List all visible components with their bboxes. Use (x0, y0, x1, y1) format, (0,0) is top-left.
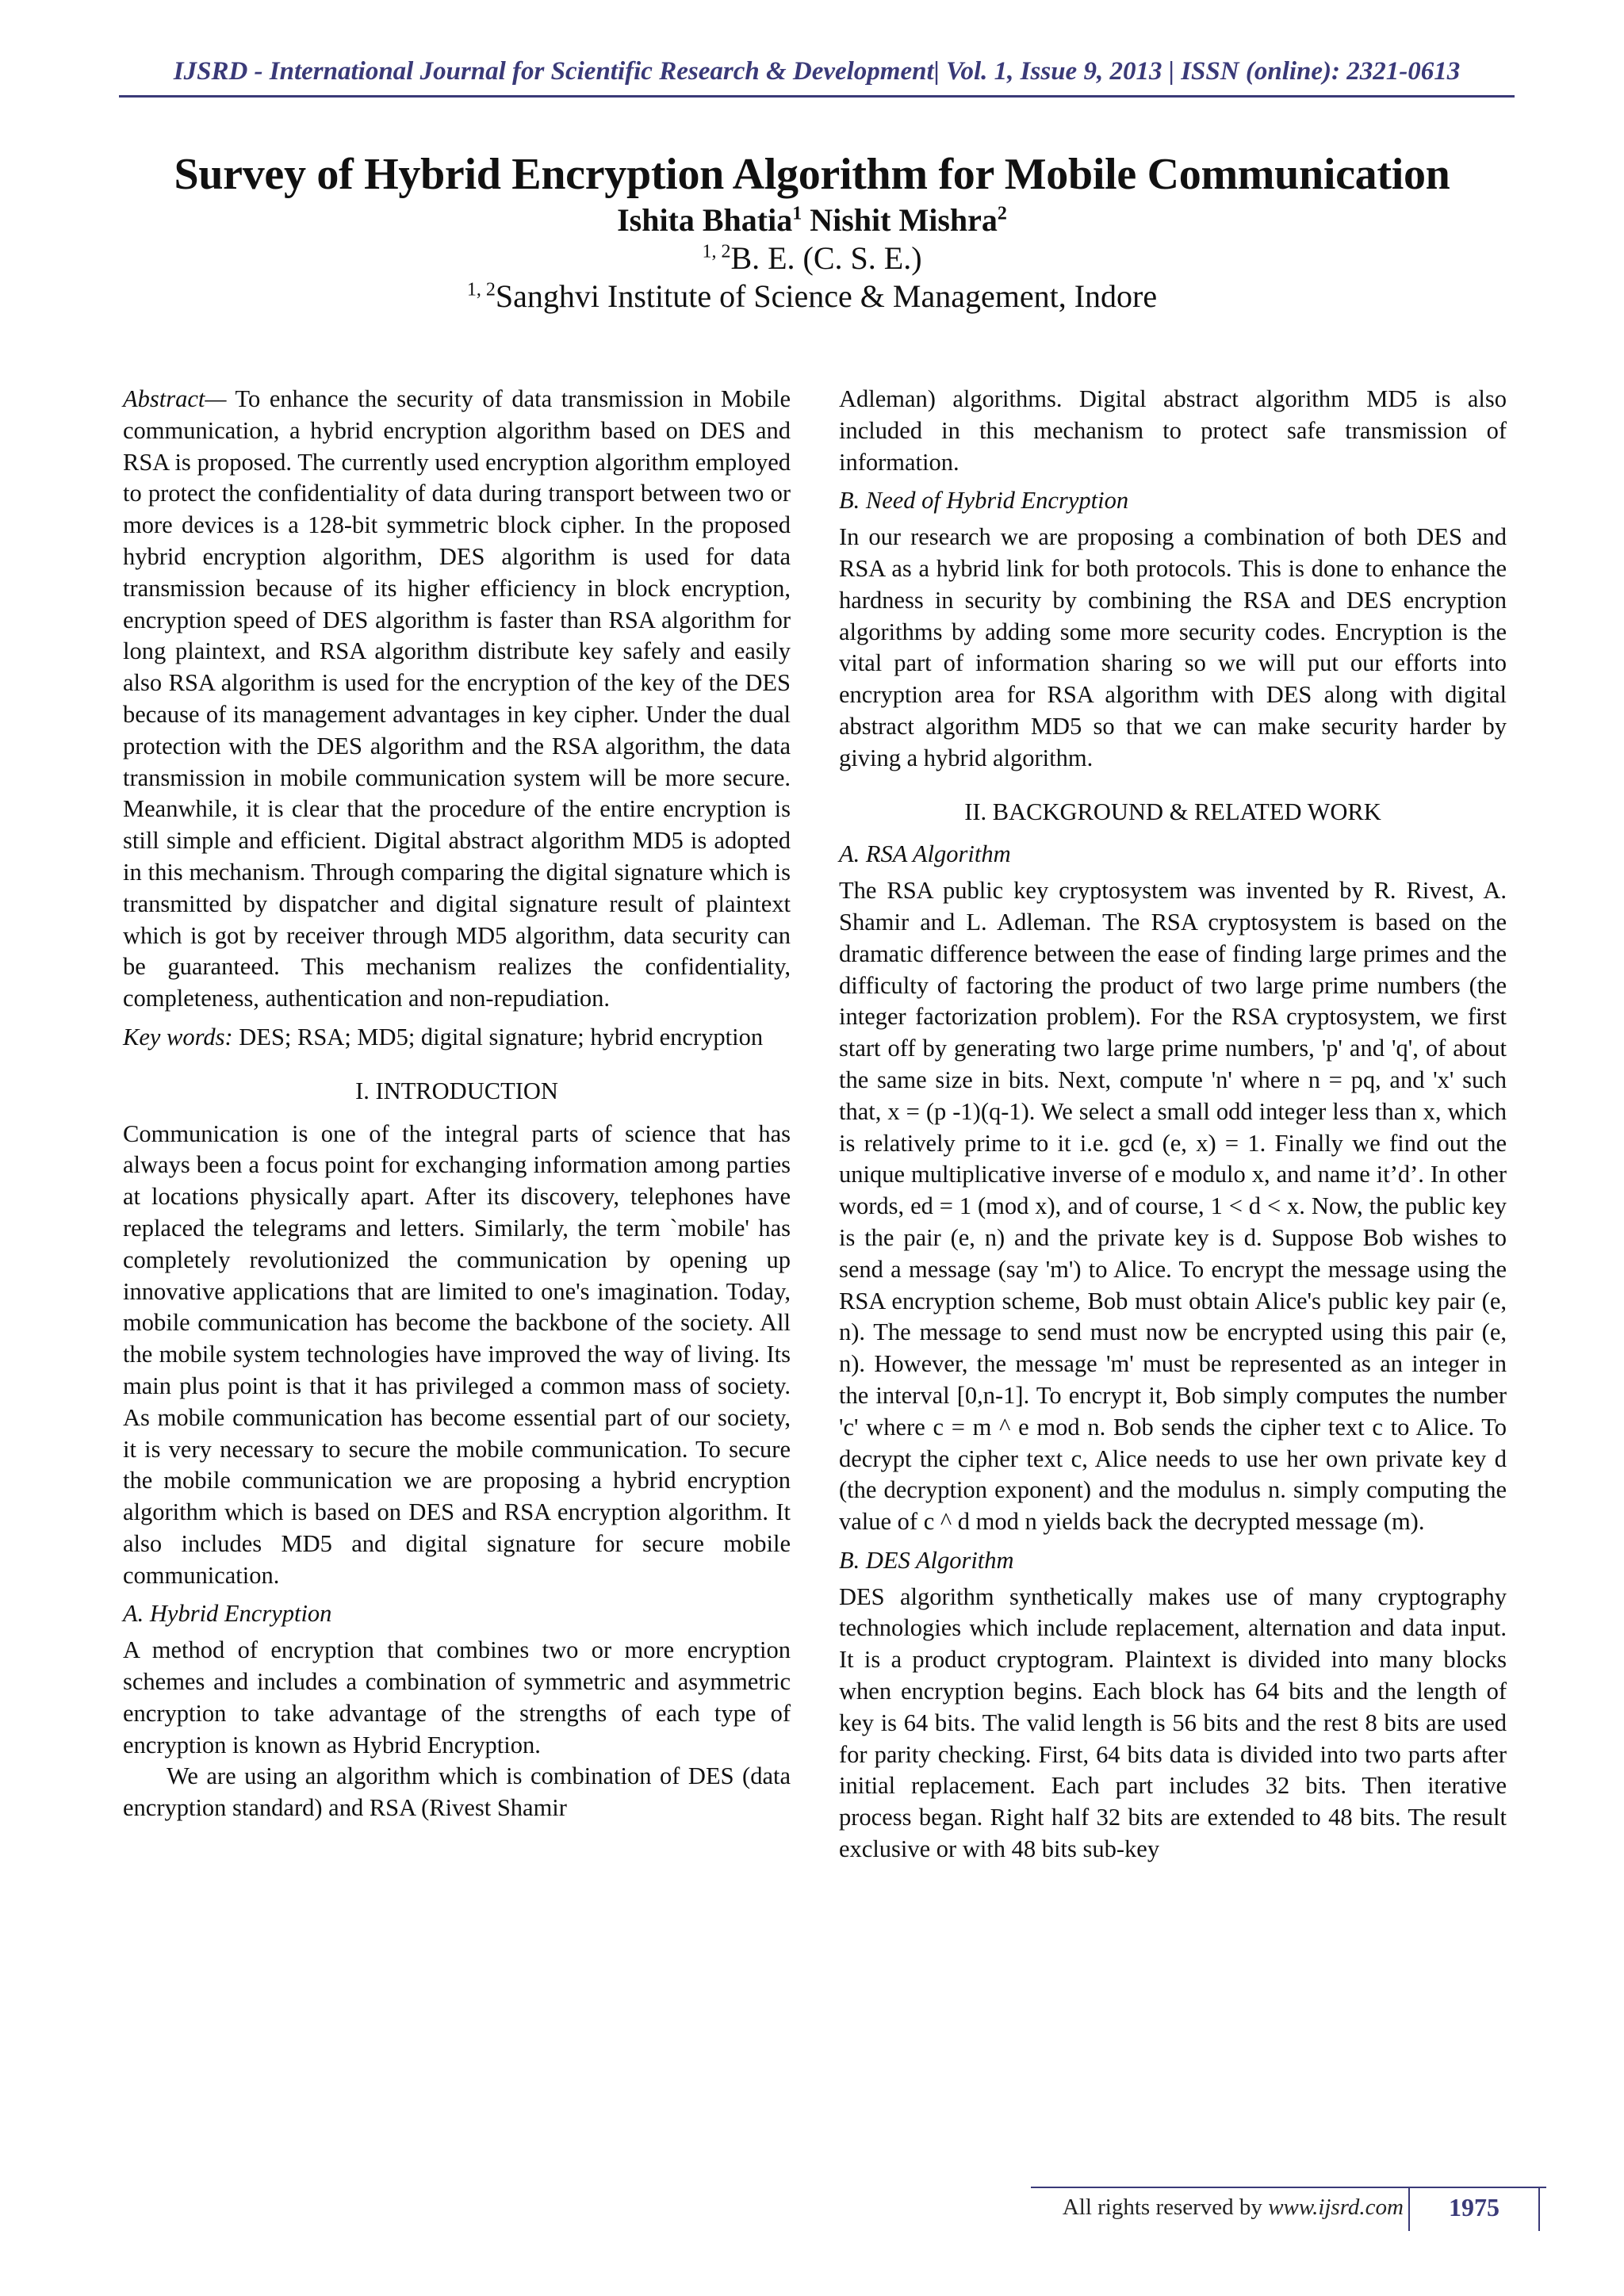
affiliation-degree-sup: 1, 2 (702, 241, 731, 262)
right-column (839, 384, 1507, 1873)
footer-separator-right (1538, 2187, 1540, 2231)
rsa-paragraph: The RSA public key cryptosystem was invented by R. Rivest, A. Shamir and L. Adleman. The RSA cryptosystem is based on the dramatic difference between the ease of finding large primes and the difficulty of factoring the product of two large prime numbers (the integer factorization problem). For the RSA cryptosystem, we first start off by generating two large prime numbers, 'p' and 'q', of about the same size in bits. Next, compute 'n' where n = pq, and 'x' such that, x = (p -1)(q-1). We select a small odd integer less than x, which is relatively prime to it i.e. gcd (e, x) = 1. Finally we find out the unique multiplicative inverse of e modulo x, and name it’d’. In other words, ed = 1 (mod x), and of course, 1 < d < x. Now, the public key is the pair (e, n) and the private key is d. Suppose Bob wishes to send a message (say 'm') to Alice. To encrypt the message using the RSA encryption scheme, Bob must obtain Alice's public key pair (e, n). The message to send must now be encrypted using this pair (e, n). However, the message 'm' must be represented as an integer in the interval [0,n-1]. To encrypt it, Bob simply computes the number 'c' where c = m ^ e mod n. Bob sends the cipher text c to Alice. To decrypt the cipher text c, Alice needs to use her own private key d (the decryption exponent) and the modulus n. simply computing the value of c ^ d mod n yields back the decrypted message (m). (839, 877, 1507, 1536)
degree-text: B. E. (C. S. E.) (730, 240, 922, 276)
abstract-paragraph (123, 384, 791, 1015)
left-column (123, 384, 791, 1831)
author-2-sup: 2 (997, 203, 1007, 224)
intro-paragraph: Communication is one of the integral parts of science that has always been a focus point for exchanging information among parties at locations physically apart. After its discovery, telephones have replaced the telegrams and letters. Similarly, the term `mobile' has completely revolutionized the communication by opening up innovative applications that are limited to one's imagination. Today, mobile communication has become the backbone of the society. All the mobile system technologies have improved the way of living. Its main plus point is that it has privileged a common mass of society. As mobile communication has become essential part of our society, it is very necessary to secure the mobile communication. To secure the mobile communication we are proposing a hybrid encryption algorithm which is based on DES and RSA encryption algorithm. It also includes MD5 and digital signature for secure mobile communication. (123, 1119, 791, 1589)
rsa-heading: A. RSA Algorithm (839, 840, 1011, 868)
hybrid-paragraph-2: We are using an algorithm which is combination of DES (data encryption standard) and RSA (Rivest Shamir (123, 1762, 791, 1822)
footer-site-link[interactable]: www.ijsrd.com (1268, 2195, 1404, 2220)
abstract-label: Abstract— (123, 385, 227, 412)
need-heading: B. Need of Hybrid Encryption (839, 487, 1129, 515)
keywords-text: DES; RSA; MD5; digital signature; hybrid encryption (239, 1023, 764, 1050)
author-2: Nishit Mishra (810, 202, 998, 238)
hybrid-heading: A. Hybrid Encryption (123, 1600, 332, 1628)
affiliation-institute (79, 277, 1545, 315)
affiliation-institute-sup: 1, 2 (466, 279, 496, 300)
intro-heading: I. INTRODUCTION (355, 1077, 558, 1104)
abstract-text: To enhance the security of data transmission in Mobile communication, a hybrid encryption algorithm based on DES and RSA is proposed. The currently used encryption algorithm employed to protect the confidentiality of data during transport between two or more devices is a 128-bit symmetric block cipher. In the proposed hybrid encryption algorithm, DES algorithm is used for data transmission because of its higher efficiency in block encryption, encryption speed of DES algorithm is faster than RSA algorithm for long plaintext, and RSA algorithm distribute key safely and easily also RSA algorithm is used for the encryption of the key of the DES because of its management advantages in key cipher. Under the dual protection with the DES algorithm and the RSA algorithm, the data transmission in mobile communication system will be more secure. Meanwhile, it is clear that the procedure of the entire encryption is still simple and efficient. Digital abstract algorithm MD5 is adopted in this mechanism. Through comparing the digital signature which is transmitted by dispatcher and digital signature result of plaintext which is got by receiver through MD5 algorithm, data security can be guaranteed. This mechanism realizes the confidentiality, completeness, authentication and non-repudiation. (123, 385, 791, 1012)
author-1-sup: 1 (792, 203, 802, 224)
paper-title: Survey of Hybrid Encryption Algorithm for Mobile Communication (174, 150, 1450, 199)
affiliation-degree (79, 239, 1545, 277)
keywords-label: Key words: (123, 1023, 233, 1050)
hybrid-paragraph-2-continued: Adleman) algorithms. Digital abstract algorithm MD5 is also included in this mechanism to protect safe transmission of information. (839, 385, 1507, 476)
des-paragraph: DES algorithm synthetically makes use of many cryptography technologies which include replacement, alternation and data input. It is a product cryptogram. Plaintext is divided into many blocks when encryption begins. Each block has 64 bits and the length of key is 64 bits. The valid length is 56 bits and the rest 8 bits are used for parity checking. First, 64 bits data is divided into two parts after initial replacement. Each part includes 32 bits. Then iterative process began. Right half 32 bits are extended to 48 bits. The result exclusive or with 48 bits sub-key (839, 1582, 1507, 1863)
footer-divider (1031, 2187, 1546, 2188)
footer-rights (1031, 2195, 1404, 2221)
need-paragraph: In our research we are proposing a combination of both DES and RSA as a hybrid link for both protocols. This is done to enhance the hardness in security by combining the RSA and DES encryption algorithms by adding some more security codes. Encryption is the vital part of information sharing so we will put our efforts into encryption area for RSA algorithm with DES along with digital abstract algorithm MD5 so that we can make security harder by giving a hybrid algorithm. (839, 523, 1507, 771)
header-divider (119, 95, 1515, 98)
institute-text: Sanghvi Institute of Science & Management, Indore (495, 278, 1158, 314)
author-1: Ishita Bhatia (617, 202, 793, 238)
author-line (79, 201, 1545, 239)
journal-header: IJSRD - International Journal for Scientific Research & Development| Vol. 1, Issue 9, 2013 | ISSN (online): 2321-0613 (173, 57, 1461, 86)
hybrid-paragraph: A method of encryption that combines two or more encryption schemes and includes a combination of symmetric and asymmetric encryption to take advantage of the strengths of each type of encryption is known as Hybrid Encryption. (123, 1636, 791, 1758)
des-heading: B. DES Algorithm (839, 1546, 1014, 1574)
keywords-paragraph (123, 1022, 791, 1054)
footer-rights-text: All rights reserved by (1062, 2195, 1262, 2220)
page-number: 1975 (1449, 2193, 1500, 2221)
background-heading: II. BACKGROUND & RELATED WORK (964, 798, 1381, 825)
